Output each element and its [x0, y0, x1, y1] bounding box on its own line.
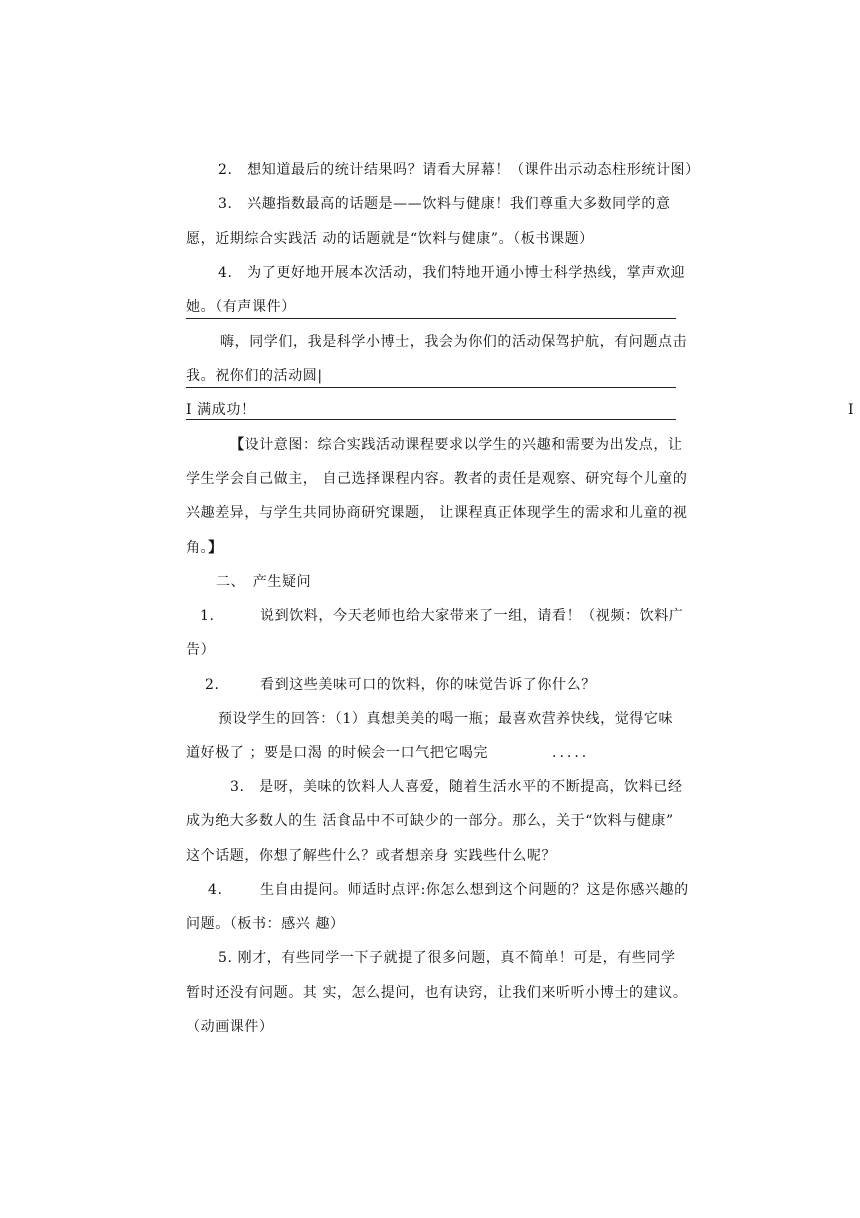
divider-line: [186, 419, 676, 420]
question-4-line1: 生自由提问。师适时点评:你怎么想到这个问题的？这是你感兴趣的: [260, 882, 689, 898]
design-intent-line2: 学生学会自己做主， 自己选择课程内容。教者的责任是观察、研究每个儿童的: [186, 471, 688, 487]
question-3-line1: 3. 是呀，美味的饮料人人喜爱，随着生活水平的不断提高，饮料已经: [230, 779, 683, 795]
question-4-line2: 问题。（板书：感兴 趣）: [186, 916, 345, 932]
question-2-number: 2.: [205, 677, 220, 693]
question-3-line2: 成为绝大多数人的生 活食品中不可缺少的一部分。那么，关于“饮料与健康”: [186, 813, 674, 829]
quote-line1: 嗨，同学们，我是科学小博士，我会为你们的活动保驾护航，有问题点击: [220, 334, 688, 350]
paragraph-item-4-line1: 4. 为了更好地开展本次活动，我们特地开通小博士科学热线，掌声欢迎: [218, 265, 686, 281]
quote-line3: I 满成功！: [186, 402, 256, 418]
divider-line: [186, 387, 676, 388]
answer-line1: 预设学生的回答：（1）真想美美的喝一瓶；最喜欢营养快线，觉得它味: [218, 711, 674, 727]
question-5-line3: （动画课件）: [186, 1019, 274, 1035]
question-2-line1: 看到这些美味可口的饮料，你的味觉告诉了你什么？: [260, 677, 596, 693]
design-intent-end-text: 角。: [186, 540, 209, 556]
paragraph-item-2: 2. 想知道最后的统计结果吗？请看大屏幕！（课件出示动态柱形统计图）: [218, 162, 700, 178]
design-intent-line3: 兴趣差异，与学生共同协商研究课题， 让课程真正体现学生的需求和儿童的视: [186, 505, 688, 521]
question-5-line1: 5. 刚才，有些同学一下子就提了很多问题，真不简单！可是，有些同学: [218, 950, 676, 966]
open-bracket: 【: [230, 437, 245, 453]
question-1-line1: 说到饮料，今天老师也给大家带来了一组，请看！（视频：饮料广: [260, 608, 684, 624]
answer-ellipsis: .....: [552, 745, 590, 761]
answer-line2: 道好极了 ；要是口渴 的时候会一口气把它喝完: [186, 745, 489, 761]
design-intent-line1: [230, 435, 683, 455]
divider-line: [186, 318, 676, 319]
design-intent-line4: [186, 538, 223, 558]
paragraph-item-3-line1: 3. 兴趣指数最高的话题是——饮料与健康！我们尊重大多数同学的意: [218, 196, 671, 212]
question-4-number: 4.: [208, 882, 223, 898]
close-bracket: 】: [208, 540, 223, 556]
paragraph-item-3-line2: 愿，近期综合实践活 动的话题就是“饮料与健康”。（板书课题）: [186, 231, 594, 247]
design-intent-text: 设计意图：综合实践活动课程要求以学生的兴趣和需要为出发点，让: [244, 437, 683, 453]
section-heading: 二、 产生疑问: [216, 574, 312, 590]
stray-mark: I: [848, 402, 855, 418]
question-1-line2: 告）: [186, 642, 216, 658]
question-3-line3: 这个话题，你想了解些什么？或者想亲身 实践些什么呢？: [186, 848, 557, 864]
paragraph-item-4-line2: 她。（有声课件）: [186, 299, 296, 315]
quote-line2: 我。祝你们的活动圆|: [186, 368, 323, 384]
question-5-line2: 暂时还没有问题。其 实，怎么提问，也有诀窍，让我们来听听小博士的建议。: [186, 985, 688, 1001]
question-1-number: 1.: [200, 608, 215, 624]
